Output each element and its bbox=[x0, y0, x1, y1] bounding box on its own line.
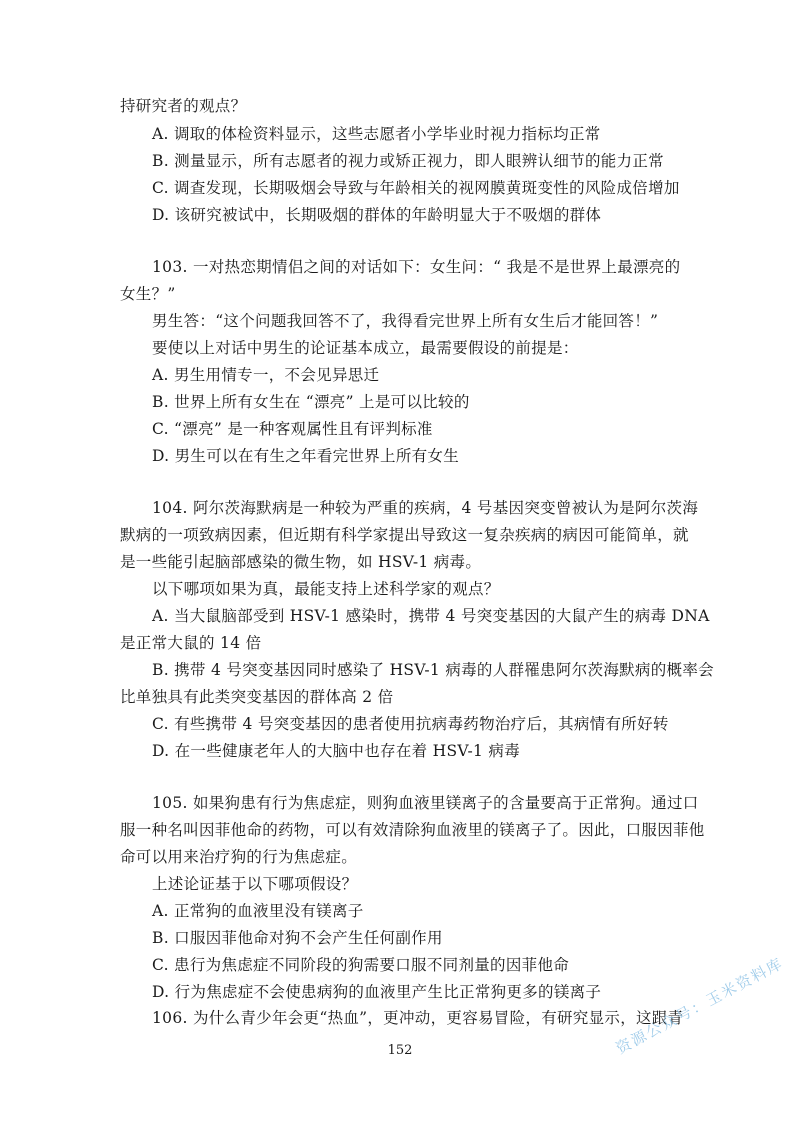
q104-option-b-line-2: 比单独具有此类突变基因的群体高 2 倍 bbox=[120, 688, 394, 706]
q104-option-d: D. 在一些健康老年人的大脑中也存在着 HSV-1 病毒 bbox=[152, 742, 520, 760]
prev-option-a: A. 调取的体检资料显示，这些志愿者小学毕业时视力指标均正常 bbox=[152, 125, 601, 143]
q104-option-b-line-1: B. 携带 4 号突变基因同时感染了 HSV-1 病毒的人群罹患阿尔茨海默病的概率会 bbox=[152, 661, 714, 679]
q104-stem-line-4: 以下哪项如果为真，最能支持上述科学家的观点？ bbox=[152, 580, 500, 598]
q105-stem-line-4: 上述论证基于以下哪项假设？ bbox=[152, 875, 358, 893]
prev-option-b: B. 测量显示，所有志愿者的视力或矫正视力，即人眼辨认细节的能力正常 bbox=[152, 152, 664, 170]
q105-stem-line-2: 服一种名叫因菲他命的药物，可以有效清除狗血液里的镁离子了。因此，口服因菲他 bbox=[120, 821, 705, 839]
prev-question-stem-tail: 持研究者的观点？ bbox=[120, 97, 247, 115]
q105-option-a: A. 正常狗的血液里没有镁离子 bbox=[152, 902, 364, 920]
q104-option-a-line-1: A. 当大鼠脑部受到 HSV-1 感染时，携带 4 号突变基因的大鼠产生的病毒 DNA bbox=[152, 607, 710, 625]
page-number: 152 bbox=[387, 1043, 413, 1058]
q103-option-d: D. 男生可以在有生之年看完世界上所有女生 bbox=[152, 447, 460, 465]
q105-stem-line-3: 命可以用来治疗狗的行为焦虑症。 bbox=[120, 848, 358, 866]
q105-stem-line-1: 105. 如果狗患有行为焦虑症，则狗血液里镁离子的含量要高于正常狗。通过口 bbox=[152, 794, 699, 812]
q106-stem-line-1: 106. 为什么青少年会更“热血”，更冲动，更容易冒险，有研究显示，这跟青 bbox=[152, 1009, 684, 1027]
watermark-text: 资源公众号：玉米资料库 bbox=[612, 953, 787, 1058]
q104-option-c: C. 有些携带 4 号突变基因的患者使用抗病毒药物治疗后，其病情有所好转 bbox=[152, 715, 669, 733]
q103-option-c: C. “漂亮” 是一种客观属性且有评判标准 bbox=[152, 420, 433, 438]
q104-stem-line-2: 默病的一项致病因素，但近期有科学家提出导致这一复杂疾病的病因可能简单，就 bbox=[120, 526, 689, 544]
q105-option-d: D. 行为焦虑症不会使患病狗的血液里产生比正常狗更多的镁离子 bbox=[152, 983, 602, 1001]
q103-option-b: B. 世界上所有女生在 “漂亮” 上是可以比较的 bbox=[152, 393, 470, 411]
q104-stem-line-3: 是一些能引起脑部感染的微生物，如 HSV-1 病毒。 bbox=[120, 553, 482, 571]
q103-stem-line-3: 男生答：“这个问题我回答不了，我得看完世界上所有女生后才能回答！” bbox=[152, 312, 659, 330]
q105-option-c: C. 患行为焦虑症不同阶段的狗需要口服不同剂量的因菲他命 bbox=[152, 956, 570, 974]
prev-option-d: D. 该研究被试中，长期吸烟的群体的年龄明显大于不吸烟的群体 bbox=[152, 206, 602, 224]
q104-stem-line-1: 104. 阿尔茨海默病是一种较为严重的疾病，4 号基因突变曾被认为是阿尔茨海 bbox=[152, 499, 699, 517]
prev-option-c: C. 调查发现，长期吸烟会导致与年龄相关的视网膜黄斑变性的风险成倍增加 bbox=[152, 179, 680, 197]
q103-stem-line-4: 要使以上对话中男生的论证基本成立，最需要假设的前提是： bbox=[152, 339, 579, 357]
q104-option-a-line-2: 是正常大鼠的 14 倍 bbox=[120, 634, 262, 652]
q103-stem-line-2: 女生？” bbox=[120, 285, 176, 303]
q103-stem-line-1: 103. 一对热恋期情侣之间的对话如下：女生问：“ 我是不是世界上最漂亮的 bbox=[152, 258, 681, 276]
q103-option-a: A. 男生用情专一，不会见异思迁 bbox=[152, 366, 380, 384]
q105-option-b: B. 口服因菲他命对狗不会产生任何副作用 bbox=[152, 929, 443, 947]
